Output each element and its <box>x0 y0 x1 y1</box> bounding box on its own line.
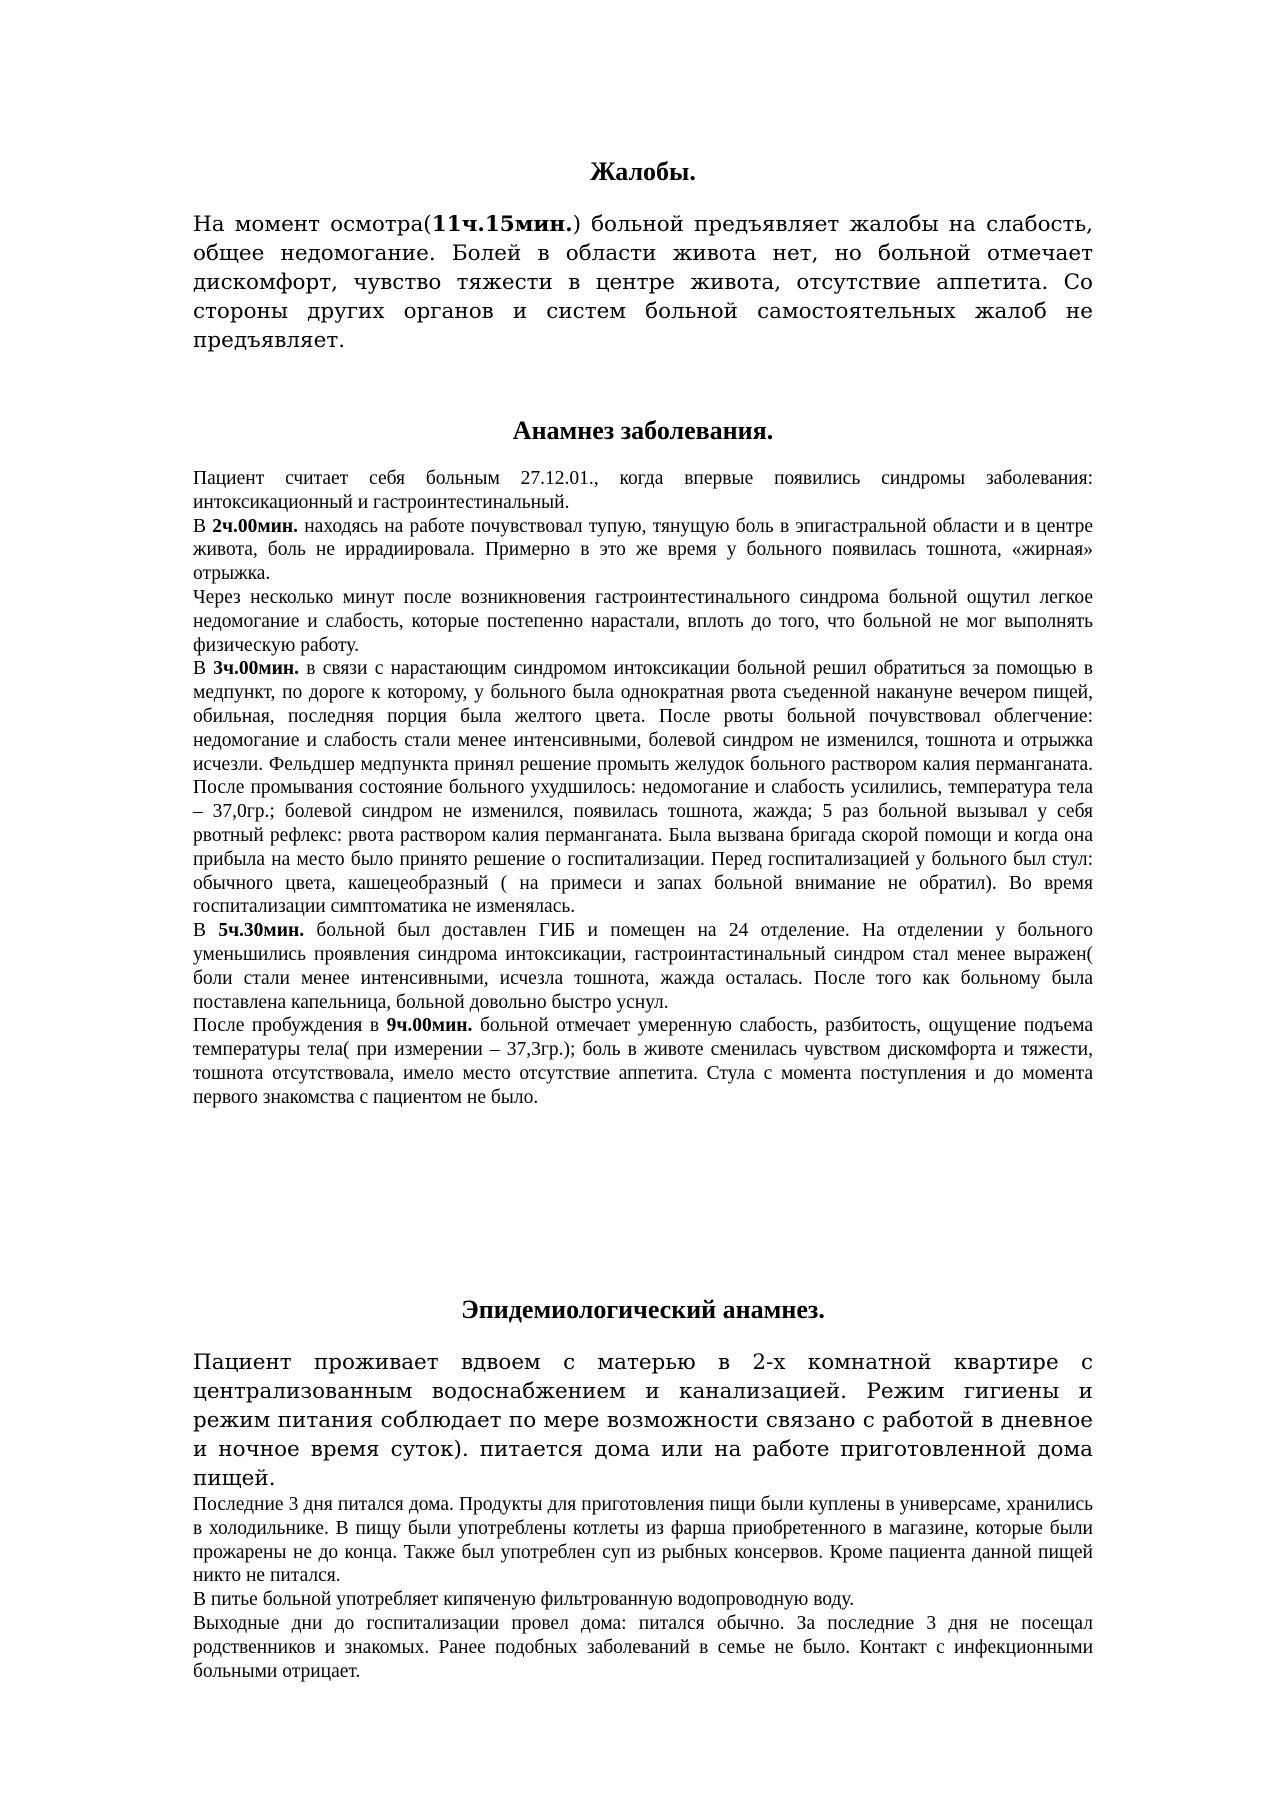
history-p4-rest: в связи с нарастающим синдромом интоксикации больной решил обратиться за помощью в медпункт, по дороге к которому, у больного была однократная рвота съеденной накануне вечером пищей, обильная, последняя порция была желтого цвета. После рвоты больной почувствовал облегчение: недомогание и слабость стали менее интенсивными, болевой синдром не изменился, тошнота и отрыжка исчезли. Фельдшер медпункта принял решение промыть желудок больного раствором калия перманганата. После промывания состояние больного ухудшилось: недомогание и слабость усилились, температура тела – 37,0гр.; болевой синдром не изменился, появилась тошнота, жажда; 5 раз больной вызывал у себя рвотный рефлекс: рвота раствором калия перманганата. Была вызвана бригада скорой помощи и когда она прибыла на место было принято решение о госпитализации. Перед госпитализацией у больного был стул: обычного цвета, кашецеобразный ( на примеси и запах больной внимание не обратил). Во время госпитализации симптоматика не изменялась. <box>193 658 1094 918</box>
onset-time: 2ч.00мин. <box>212 515 299 537</box>
history-paragraph-3: Через несколько минут после возникновения гастроинтестинального синдрома больной ощутил легкое недомогание и слабость, которые постепенно нарастали, вплоть до того, что больной не мог выполнять физическую работу. <box>193 586 1093 656</box>
complaints-paragraph <box>193 210 1093 355</box>
complaints-text-rest: ) больной предъявляет жалобы на слабость, общее недомогание. Болей в области живота нет, но больной отмечает дискомфорт, чувство тяжести в центре живота, отсутствие аппетита. Со стороны других органов и систем больной самостоятельных жалоб не предъявляет. <box>193 212 1093 353</box>
history-body <box>193 467 1093 1110</box>
history-p4-start: В <box>193 658 214 680</box>
admission-time: 5ч.30мин. <box>218 920 305 942</box>
epidemiology-section <box>193 1294 1093 1683</box>
history-p6-start: После пробуждения в <box>193 1015 387 1037</box>
history-paragraph-4 <box>193 657 1093 919</box>
history-paragraph-5 <box>193 919 1093 1014</box>
medpoint-time: 3ч.00мин. <box>213 658 300 680</box>
history-p6-rest: больной отмечает умеренную слабость, разбитость, ощущение подъема температуры тела( при измерении – 37,3гр.); боль в животе сменилась чувством дискомфорта и тяжести, тошнота отсутствовала, имело место отсутствие аппетита. Стула с момента поступления и до момента первого знакомства с пациентом не было. <box>193 1015 1093 1108</box>
history-p2-rest: находясь на работе почувствовал тупую, тянущую боль в эпигастральной области и в центре живота, боль не иррадиировала. Примерно в это же время у больного появилась тошнота, «жирная» отрыжка. <box>193 515 1093 585</box>
history-paragraph-6 <box>193 1014 1093 1109</box>
complaints-text-start: На момент осмотра( <box>193 212 432 237</box>
exam-time: 11ч.15мин. <box>431 212 573 237</box>
history-p5-rest: больной был доставлен ГИБ и помещен на 24 отделение. На отделении у больного уменьшились проявления синдрома интоксикации, гастроинтастинальный синдром стал менее выражен( боли стали менее интенсивными, исчезла тошнота, жажда осталась. После того как больному была поставлена капельница, больной довольно быстро уснул. <box>193 920 1093 1013</box>
epidemiology-paragraph-2: Последние 3 дня питался дома. Продукты для приготовления пищи были куплены в универсаме, хранились в холодильнике. В пищу были употреблены котлеты из фарша приобретенного в магазине, которые были прожарены не до конца. Также был употреблен суп из рыбных консервов. Кроме пациента данной пищей никто не питался. <box>193 1494 1093 1587</box>
epidemiology-paragraph-1: Пациент проживает вдвоем с матерью в 2-х комнатной квартире с централизованным водоснабжением и канализацией. Режим гигиены и режим питания соблюдает по мере возможности связано с работой в дневное и ночное время суток). питается дома или на работе приготовленной дома пищей. <box>193 1350 1093 1491</box>
history-paragraph-1: Пациент считает себя больным 27.12.01., когда впервые появились синдромы заболевания: интоксикационный и гастроинтестинальный. <box>193 468 1093 513</box>
history-paragraph-2 <box>193 515 1093 586</box>
history-heading: Анамнез заболевания. <box>512 416 774 445</box>
history-p2-start: В <box>193 515 213 537</box>
wakeup-time: 9ч.00мин. <box>386 1015 473 1037</box>
epidemiology-paragraph-3: В питье больной употребляет кипяченую фильтрованную водопроводную воду. <box>193 1589 855 1611</box>
complaints-heading: Жалобы. <box>590 157 696 186</box>
history-p5-start: В <box>193 920 219 942</box>
epidemiology-paragraph-4: Выходные дни до госпитализации провел дома: питался обычно. За последние 3 дня не посещал родственников и знакомых. Ранее подобных заболеваний в семье не было. Контакт с инфекционными больными отрицает. <box>193 1612 1093 1682</box>
history-section <box>193 415 1093 1110</box>
complaints-section <box>193 156 1093 355</box>
epidemiology-heading: Эпидемиологический анамнез. <box>461 1295 825 1324</box>
